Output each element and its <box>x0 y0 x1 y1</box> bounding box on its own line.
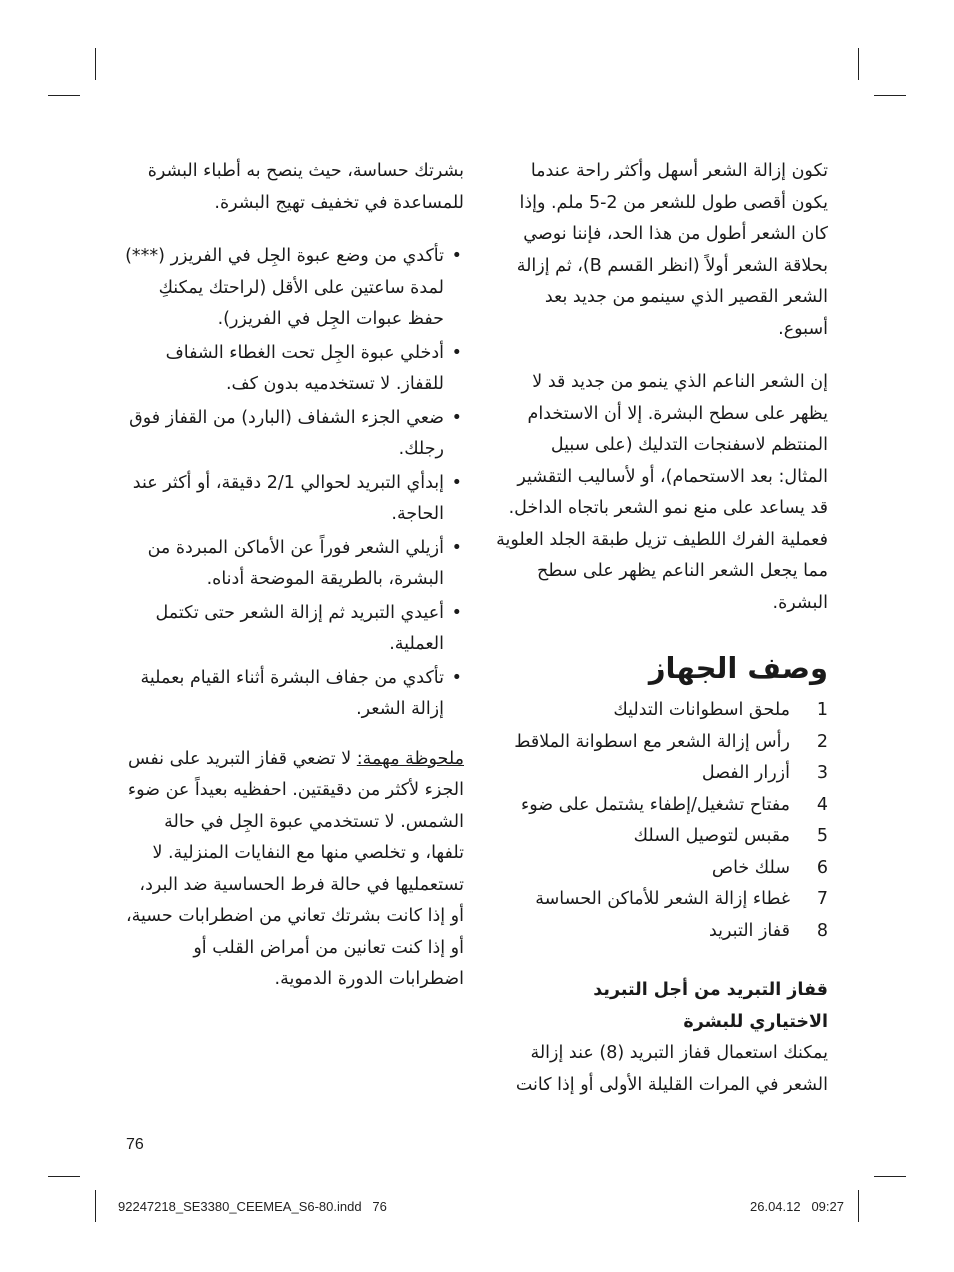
bullet-icon: • <box>451 246 462 266</box>
important-note <box>124 744 464 996</box>
cooling-steps-list <box>124 241 464 726</box>
crop-mark <box>874 95 906 96</box>
bullet-icon: • <box>451 472 462 493</box>
bullet-icon: • <box>451 602 462 623</box>
note-text: لا تضعي قفاز التبريد على نفس الجزء لأكثر من دقيقتين. احفظيه بعيداً عن ضوء الشمس. لا تستخدمي عبوة الجِل في حالة تلفها، و تخلصي منها مع النفايات المنزلية. لا تستعمليها في حالة فرط الحساسية ضد البرد، أو إذا كانت بشرتك تعاني من اضطرابات حسية، أو إذا كنت تعانين من أمراض القلب أو اضطرابات الدورة الدموية. <box>125 748 464 989</box>
legend-item <box>496 853 828 885</box>
intro-paragraph: تكون إزالة الشعر أسهل وأكثر راحة عندما يكون أقصى طول للشعر من 2-5 ملم. وإذا كان الشعر أطول من هذا الحد، فإننا نوصي بحلاقة الشعر أولاً (انظر القسم B)، ثم إزالة الشعر القصير الذي سينمو من جديد بعد أسبوع. <box>516 161 828 339</box>
legend-label: قفاز التبريد <box>708 920 790 941</box>
bullet-icon: • <box>451 667 462 688</box>
legend-label: مقبس لتوصيل السلك <box>633 826 790 846</box>
crop-mark <box>95 1190 96 1222</box>
footer-filename: 92247218_SE3380_CEEMEA_S6-80.indd 76 <box>118 1199 387 1214</box>
legend-number: 4 <box>816 794 828 815</box>
bullet-icon: • <box>451 537 462 558</box>
right-column <box>496 156 828 1123</box>
list-item <box>124 468 464 531</box>
legend-label: أزرار الفصل <box>701 763 790 783</box>
crop-mark <box>95 48 96 80</box>
list-item-text: أدخلي عبوة الجِل تحت الغطاء الشفاف للقفاز. لا تستخدميه بدون كف. <box>165 342 444 394</box>
legend-number: 8 <box>816 920 828 941</box>
legend-number: 1 <box>816 700 828 720</box>
legend-number: 3 <box>816 763 828 783</box>
bullet-icon: • <box>451 342 462 363</box>
crop-mark <box>874 1176 906 1177</box>
cooling-glove-subheading-line2: الاختياري للبشرة <box>683 1011 828 1032</box>
legend-number: 6 <box>816 857 828 878</box>
legend-label: ملحق اسطوانات التدليك <box>613 700 790 720</box>
list-item <box>124 533 464 596</box>
cooling-intro-paragraph: يمكنك استعمال قفاز التبريد (8) عند إزالة الشعر في المرات القليلة الأولى أو إذا كانت <box>515 1043 828 1095</box>
bullet-icon: • <box>451 407 462 428</box>
list-item <box>124 241 464 336</box>
legend-label: مفتاح تشغيل/إطفاء يشتمل على ضوء <box>520 794 790 815</box>
legend-number: 5 <box>816 826 828 846</box>
list-item-text: تأكدي من وضع عبوة الجِل في الفريزر (***) لمدة ساعتين على الأقل (لراحتك يمكنكِ حفظ عبوات الجِل في الفريزر). <box>125 246 444 329</box>
legend-label: سلك خاص <box>711 857 790 878</box>
section-title: وصف الجهاز <box>648 651 828 685</box>
footer-date: 26.04.12 09:27 <box>750 1199 844 1214</box>
legend-item <box>496 790 828 822</box>
cooling-glove-subheading: قفاز التبريد من أجل التبريد <box>593 980 828 1000</box>
legend-item <box>496 884 828 916</box>
crop-mark <box>48 95 80 96</box>
legend-item <box>496 727 828 759</box>
list-item-text: ضعي الجزء الشفاف (البارد) من القفاز فوق رجلك. <box>129 407 444 459</box>
crop-mark <box>858 1190 859 1222</box>
legend-item <box>496 695 828 727</box>
list-item <box>124 338 464 401</box>
left-column <box>124 156 464 1018</box>
legend-number: 2 <box>816 731 828 752</box>
legend-item <box>496 758 828 790</box>
note-label: ملحوظة مهمة: <box>356 748 464 769</box>
crop-mark <box>858 48 859 80</box>
list-item-text: أعيدي التبريد ثم إزالة الشعر حتى تكتمل العملية. <box>155 602 444 654</box>
legend-label: غطاء إزالة الشعر للأماكن الحساسة <box>535 889 790 909</box>
ingrown-hair-paragraph: إن الشعر الناعم الذي ينمو من جديد قد لا يظهر على سطح البشرة. إلا أن الاستخدام المنتظم لاسفنجات التدليك (على سبيل المثال: بعد الاستحمام)، أو لأساليب التقشير قد يساعد على منع نمو الشعر باتجاه الداخل. فعملية الفرك اللطيف تزيل طبقة الجلد العلوية مما يجعل الشعر الناعم يظهر على سطح البشرة. <box>496 372 828 613</box>
list-item <box>124 663 464 726</box>
legend-item <box>496 916 828 948</box>
list-item <box>124 598 464 661</box>
list-item <box>124 403 464 466</box>
parts-legend <box>496 695 828 947</box>
legend-label: رأس إزالة الشعر مع اسطوانة الملاقط <box>514 731 790 752</box>
list-item-text: إبدأي التبريد لحوالي 2/1 دقيقة، أو أكثر عند الحاجة. <box>132 472 444 524</box>
legend-number: 7 <box>816 889 828 909</box>
crop-mark <box>48 1176 80 1177</box>
list-item-text: أزيلي الشعر فوراً عن الأماكن المبردة من البشرة، بالطريقة الموضحة أدناه. <box>147 537 444 589</box>
page-number: 76 <box>126 1136 144 1153</box>
list-item-text: تأكدي من جفاف البشرة أثناء القيام بعملية إزالة الشعر. <box>140 667 444 719</box>
continuation-paragraph: بشرتك حساسة، حيث ينصح به أطباء البشرة للمساعدة في تخفيف تهيج البشرة. <box>147 161 464 213</box>
legend-item <box>496 821 828 853</box>
